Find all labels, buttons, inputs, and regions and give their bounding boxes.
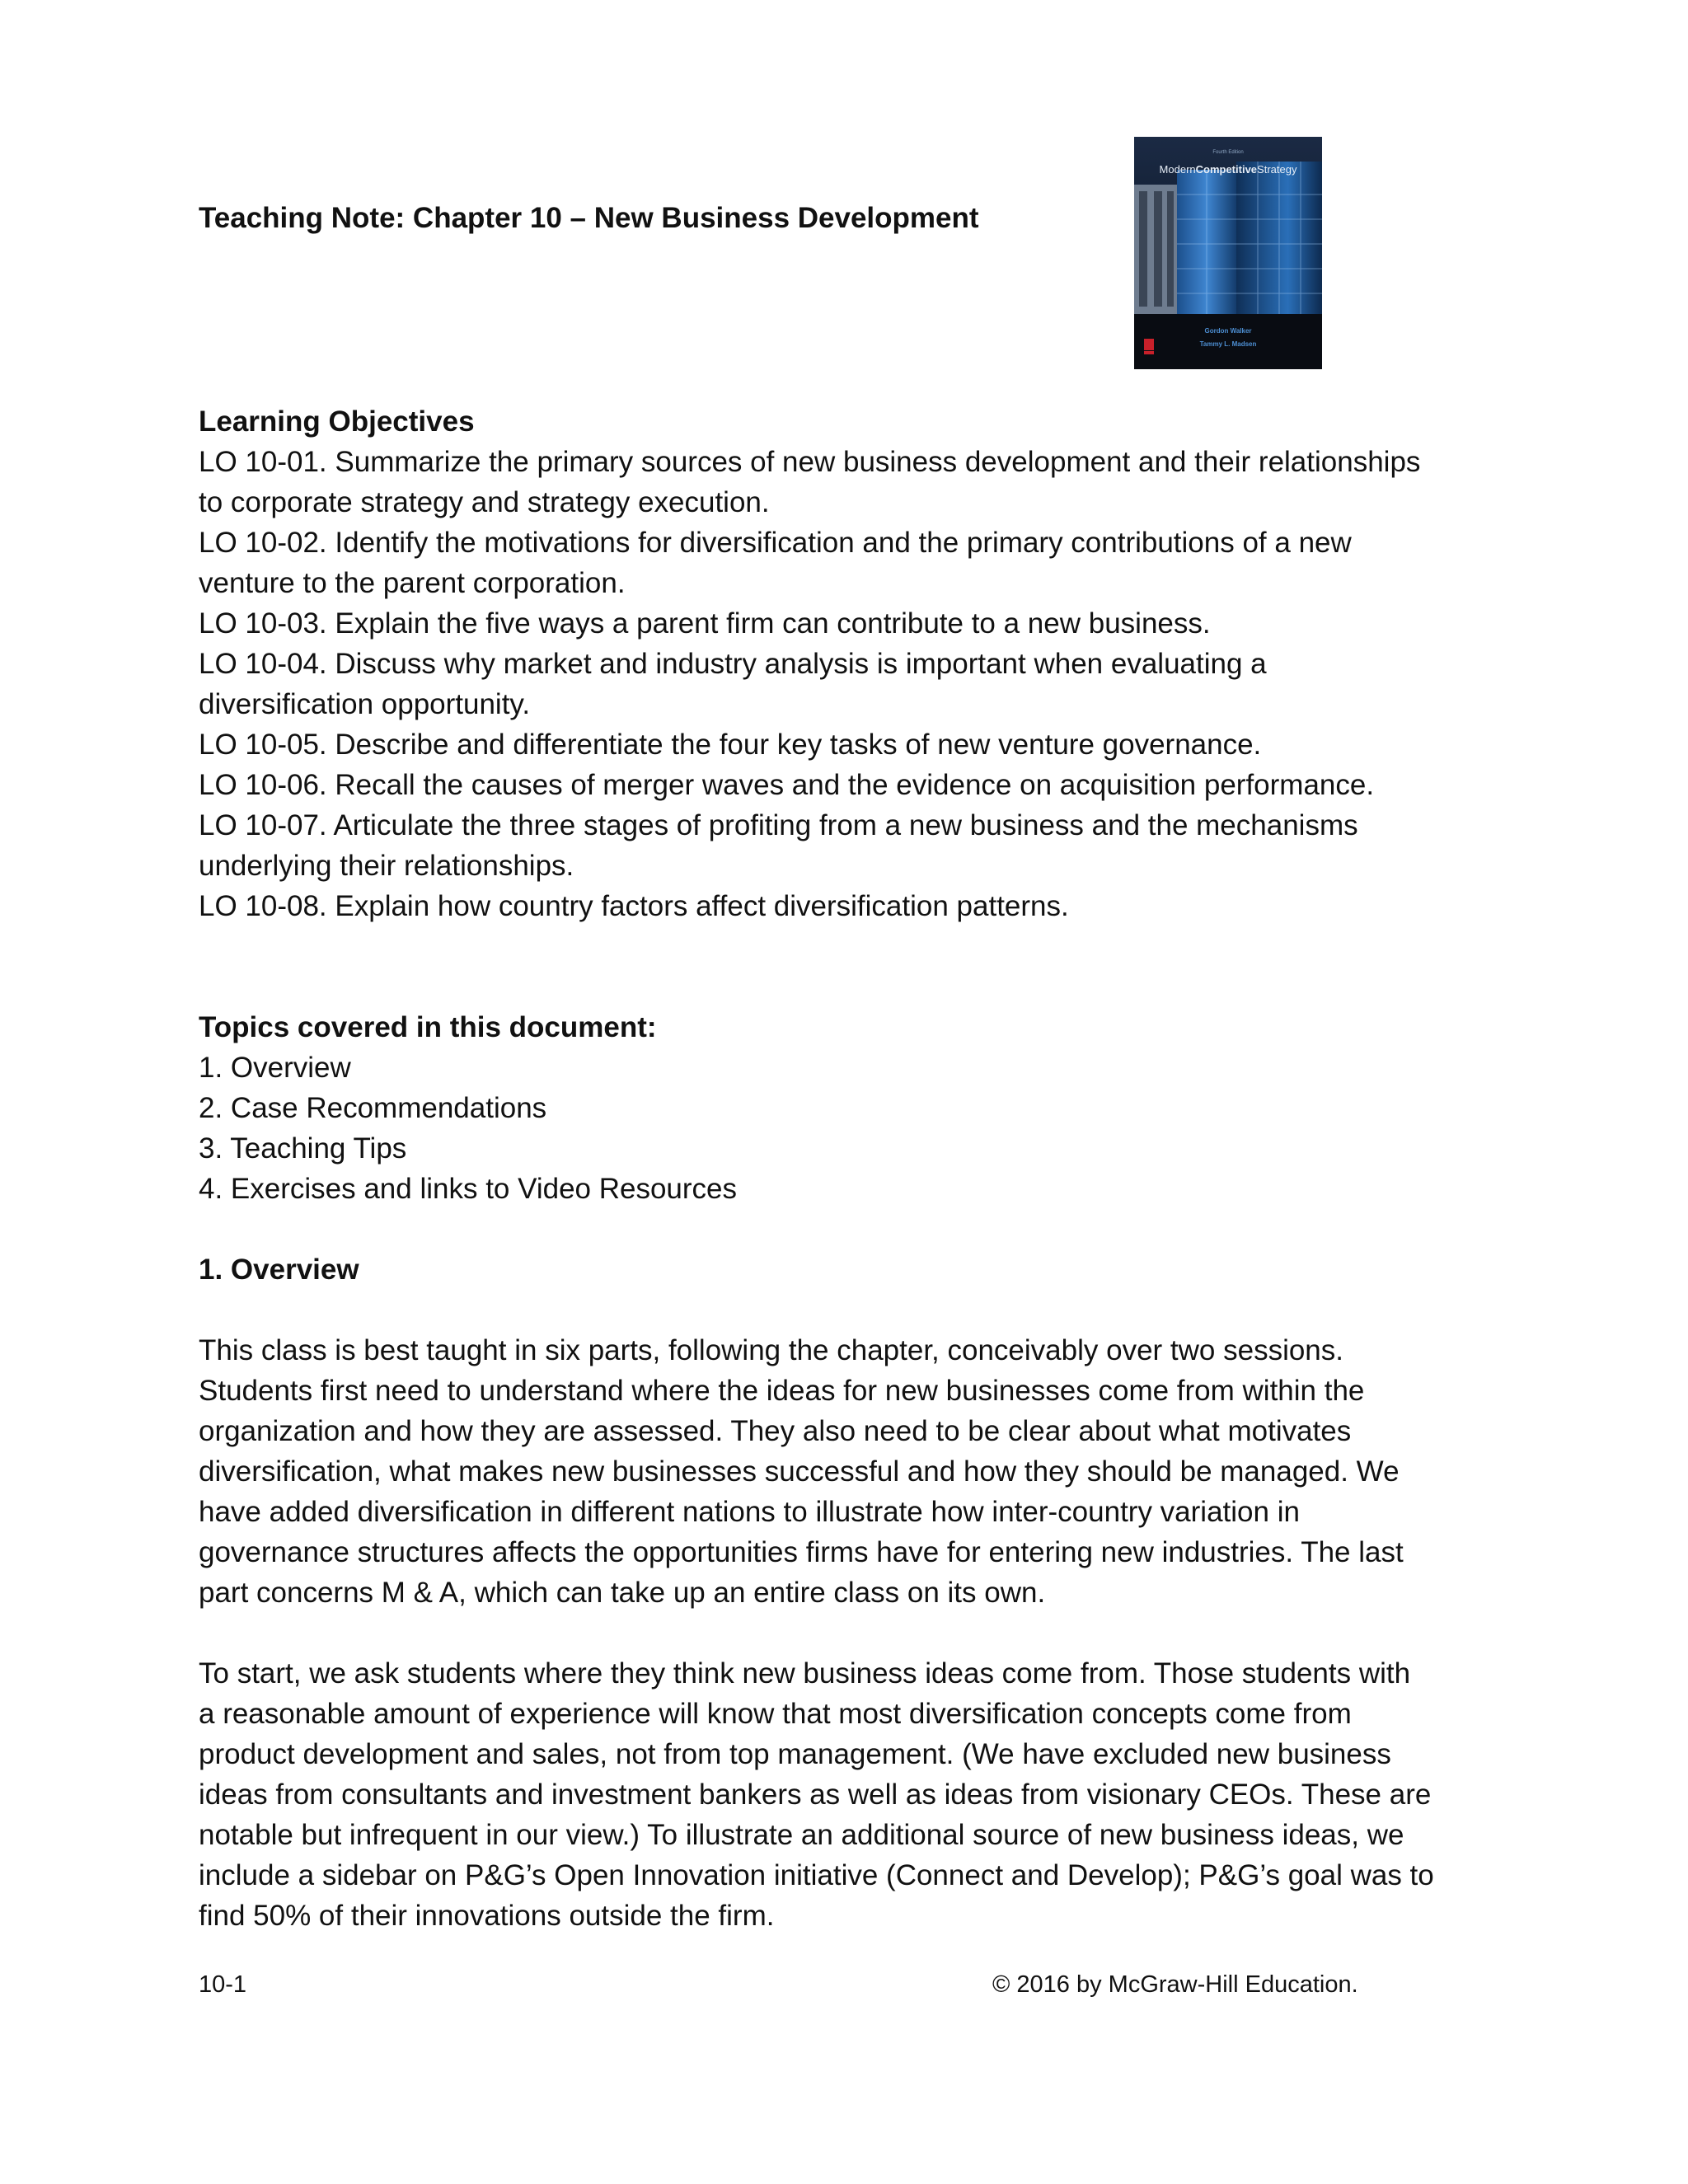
objective-line: underlying their relationships. xyxy=(199,850,574,882)
topics-heading: Topics covered in this document: xyxy=(199,1011,657,1043)
learning-objectives-list xyxy=(199,442,1501,926)
objective-line: LO 10-05. Describe and differentiate the four key tasks of new venture governance. xyxy=(199,729,1262,761)
paragraph-line: Students first need to understand where the ideas for new businesses come from within the xyxy=(199,1375,1365,1407)
cover-author-1: Gordon Walker xyxy=(1204,327,1252,335)
topics-list xyxy=(199,1047,1501,1209)
overview-paragraph-1 xyxy=(199,1330,1501,1613)
paragraph-line: include a sidebar on P&G’s Open Innovation initiative (Connect and Develop); P&G’s goal was to xyxy=(199,1859,1434,1891)
paragraph-line: have added diversification in different nations to illustrate how inter-country variation in xyxy=(199,1496,1300,1528)
paragraph-line: a reasonable amount of experience will know that most diversification concepts come from xyxy=(199,1698,1352,1730)
learning-objectives-heading: Learning Objectives xyxy=(199,405,475,438)
paragraph-line: This class is best taught in six parts, following the chapter, conceivably over two sessions. xyxy=(199,1334,1343,1366)
cover-title-light: Modern xyxy=(1159,163,1196,176)
objective-line: diversification opportunity. xyxy=(199,688,531,720)
cover-edition: Fourth Edition xyxy=(1212,150,1244,155)
objective-line: LO 10-08. Explain how country factors affect diversification patterns. xyxy=(199,890,1069,922)
objective-line: LO 10-06. Recall the causes of merger waves and the evidence on acquisition performance. xyxy=(199,769,1375,801)
objective-line: LO 10-07. Articulate the three stages of profiting from a new business and the mechanisms xyxy=(199,809,1358,841)
copyright-notice: © 2016 by McGraw-Hill Education. xyxy=(992,1971,1358,1998)
svg-text:ModernCompetitiveStrategy xyxy=(1160,163,1297,176)
cover-title-bold: Competitive xyxy=(1195,163,1258,176)
objective-line: LO 10-01. Summarize the primary sources of new business development and their relationships xyxy=(199,446,1421,478)
paragraph-line: find 50% of their innovations outside the firm. xyxy=(199,1900,775,1932)
page-number: 10-1 xyxy=(199,1971,247,1998)
cover-author-2: Tammy L. Madsen xyxy=(1199,340,1257,348)
topic-item: 4. Exercises and links to Video Resources xyxy=(199,1173,738,1205)
topic-item: 2. Case Recommendations xyxy=(199,1092,547,1124)
objective-line: venture to the parent corporation. xyxy=(199,567,626,599)
book-cover-image xyxy=(1134,137,1322,369)
overview-heading: 1. Overview xyxy=(199,1254,359,1286)
paragraph-line: governance structures affects the opportunities firms have for entering new industries. The last xyxy=(199,1536,1404,1568)
paragraph-line: ideas from consultants and investment bankers as well as ideas from visionary CEOs. These are xyxy=(199,1779,1432,1811)
cover-title-end: Strategy xyxy=(1257,163,1297,176)
paragraph-line: part concerns M & A, which can take up an entire class on its own. xyxy=(199,1577,1046,1609)
document-title: Teaching Note: Chapter 10 – New Business Development xyxy=(199,202,979,234)
paragraph-line: diversification, what makes new businesses successful and how they should be managed. We xyxy=(199,1455,1400,1488)
objective-line: to corporate strategy and strategy execution. xyxy=(199,486,770,518)
objective-line: LO 10-04. Discuss why market and industry analysis is important when evaluating a xyxy=(199,648,1267,680)
paragraph-line: organization and how they are assessed. They also need to be clear about what motivates xyxy=(199,1415,1352,1447)
paragraph-line: To start, we ask students where they think new business ideas come from. Those students with xyxy=(199,1657,1411,1690)
objective-line: LO 10-03. Explain the five ways a parent firm can contribute to a new business. xyxy=(199,607,1211,640)
overview-paragraph-2 xyxy=(199,1653,1501,1936)
paragraph-line: product development and sales, not from top management. (We have excluded new business xyxy=(199,1738,1391,1770)
topic-item: 1. Overview xyxy=(199,1052,351,1084)
paragraph-line: notable but infrequent in our view.) To illustrate an additional source of new business ideas, we xyxy=(199,1819,1404,1851)
topic-item: 3. Teaching Tips xyxy=(199,1132,407,1165)
document-body xyxy=(199,401,1501,1936)
objective-line: LO 10-02. Identify the motivations for diversification and the primary contributions of a new xyxy=(199,527,1352,559)
